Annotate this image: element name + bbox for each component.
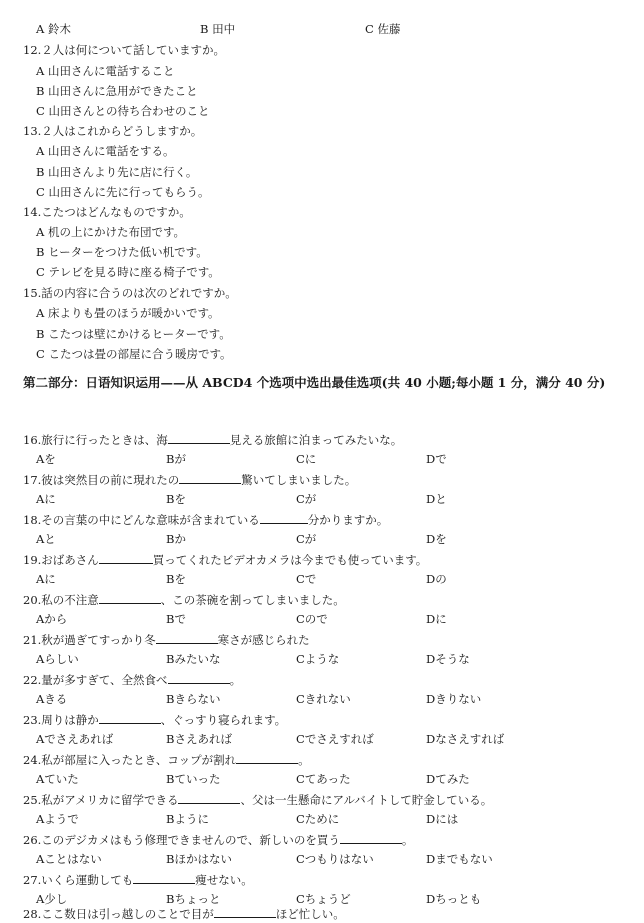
q21-answer-blank xyxy=(156,632,218,644)
q25-option-b: Bように xyxy=(166,812,209,826)
q25-option-c: Cために xyxy=(296,812,340,826)
q17-option-d: Dと xyxy=(426,492,447,506)
q21-option-c: Cような xyxy=(296,652,340,666)
q17-answer-blank xyxy=(179,472,241,484)
q18-option-a: Aと xyxy=(36,532,56,546)
q22-answer-blank xyxy=(168,672,230,684)
section-2-heading: 第二部分：日语知识运用——从 ABCD4 个选项中选出最佳选项(共 40 小题;每小题 1 分，满分 40 分) xyxy=(23,375,606,390)
q24-stem-before: 24.私が部屋に入ったとき、コップが割れ xyxy=(23,753,237,767)
q20-stem xyxy=(23,592,345,607)
q18-option-d: Dを xyxy=(426,532,447,546)
q17-stem-before: 17.彼は突然目の前に現れたの xyxy=(23,473,180,487)
q14-stem: 14.こたつはどんなものですか。 xyxy=(23,205,191,219)
q15-option-b: B こたつは壁にかけるヒーターです。 xyxy=(36,327,231,341)
q11-option-a: A 鈴木 xyxy=(36,22,71,36)
q19-stem xyxy=(23,552,427,567)
q26-option-d: Dまでもない xyxy=(426,852,493,866)
q23-option-c: Cでさえすれば xyxy=(296,732,374,746)
q13-stem: 13.２人はこれからどうしますか。 xyxy=(23,124,203,138)
q12-option-a: A 山田さんに電話すること xyxy=(36,64,175,78)
q24-option-a: Aていた xyxy=(36,772,79,786)
q27-answer-blank xyxy=(133,872,195,884)
q20-option-b: Bで xyxy=(166,612,186,626)
q21-option-a: Aらしい xyxy=(36,652,79,666)
q27-stem-after: 痩せない。 xyxy=(195,873,253,887)
q16-option-a: Aを xyxy=(36,452,56,466)
q21-stem xyxy=(23,632,310,647)
q22-stem-before: 22.量が多すぎて、全然食べ xyxy=(23,673,168,687)
q25-option-d: Dには xyxy=(426,812,459,826)
q21-stem-after: 寒さが感じられた xyxy=(217,633,310,647)
q28-answer-blank xyxy=(214,906,276,918)
q18-answer-blank xyxy=(260,512,308,524)
q17-stem xyxy=(23,472,356,487)
q23-stem xyxy=(23,712,286,727)
q25-option-a: Aようで xyxy=(36,812,79,826)
q25-stem-before: 25.私がアメリカに留学できる xyxy=(23,793,179,807)
q20-option-a: Aから xyxy=(36,612,68,626)
q25-answer-blank xyxy=(178,792,240,804)
q26-option-b: Bほかはない xyxy=(166,852,232,866)
q24-option-b: Bていった xyxy=(166,772,221,786)
q18-stem xyxy=(23,512,388,527)
q22-stem xyxy=(23,672,241,687)
q28-stem-after: ほど忙しい。 xyxy=(275,907,345,921)
q22-option-d: Dきりない xyxy=(426,692,482,706)
q16-stem-before: 16.旅行に行ったときは、海 xyxy=(23,433,168,447)
q26-option-a: Aことはない xyxy=(36,852,102,866)
q23-option-b: Bさえあれば xyxy=(166,732,232,746)
q26-option-c: Cつもりはない xyxy=(296,852,374,866)
q12-option-b: B 山田さんに急用ができたこと xyxy=(36,84,198,98)
q14-option-b: B ヒーターをつけた低い机です。 xyxy=(36,245,208,259)
q26-stem-after: 。 xyxy=(401,833,414,847)
q17-option-a: Aに xyxy=(36,492,56,506)
q23-option-d: Dなさえすれば xyxy=(426,732,505,746)
q27-stem xyxy=(23,872,253,887)
q28-stem xyxy=(23,906,345,921)
q27-option-a: A少し xyxy=(36,892,68,906)
q17-stem-after: 驚いてしまいました。 xyxy=(241,473,357,487)
q16-stem xyxy=(23,432,402,447)
q20-stem-after: 、この茶碗を割ってしまいました。 xyxy=(160,593,345,607)
q16-option-c: Cに xyxy=(296,452,317,466)
q22-option-a: Aきる xyxy=(36,692,68,706)
q20-option-c: Cので xyxy=(296,612,328,626)
q21-option-d: Dそうな xyxy=(426,652,470,666)
q11-option-b: B 田中 xyxy=(200,22,236,36)
q22-option-c: Cきれない xyxy=(296,692,351,706)
q19-option-d: Dの xyxy=(426,572,447,586)
q27-option-b: Bちょっと xyxy=(166,892,221,906)
q26-answer-blank xyxy=(340,832,402,844)
q16-stem-after: 見える旅館に泊まってみたいな。 xyxy=(229,433,403,447)
q20-stem-before: 20.私の不注意 xyxy=(23,593,99,607)
q19-stem-after: 買ってくれたビデオカメラは今までも使っています。 xyxy=(152,553,428,567)
q25-stem xyxy=(23,792,492,807)
q13-option-b: B 山田さんより先に店に行く。 xyxy=(36,165,198,179)
q18-stem-after: 分かりますか。 xyxy=(307,513,389,527)
q18-option-b: Bか xyxy=(166,532,186,546)
q17-option-c: Cが xyxy=(296,492,317,506)
q24-option-d: Dてみた xyxy=(426,772,470,786)
q11-option-c: C 佐藤 xyxy=(365,22,401,36)
q19-option-c: Cで xyxy=(296,572,317,586)
q19-option-a: Aに xyxy=(36,572,56,586)
q19-option-b: Bを xyxy=(166,572,186,586)
q20-option-d: Dに xyxy=(426,612,447,626)
q13-option-a: A 山田さんに電話をする。 xyxy=(36,144,175,158)
q23-stem-after: 、ぐっすり寝られます。 xyxy=(160,713,287,727)
q18-option-c: Cが xyxy=(296,532,317,546)
q15-option-a: A 床よりも畳のほうが暖かいです。 xyxy=(36,306,220,320)
q16-option-d: Dで xyxy=(426,452,447,466)
q19-stem-before: 19.おばあさん xyxy=(23,553,99,567)
q17-option-b: Bを xyxy=(166,492,186,506)
q15-stem: 15.話の内容に合うのは次のどれですか。 xyxy=(23,286,237,300)
q12-stem: 12.２人は何について話していますか。 xyxy=(23,43,226,57)
q24-stem xyxy=(23,752,310,767)
q21-option-b: Bみたいな xyxy=(166,652,221,666)
q16-answer-blank xyxy=(168,432,230,444)
q18-stem-before: 18.その言葉の中にどんな意味が含まれている xyxy=(23,513,260,527)
q28-stem-before: 28.ここ数日は引っ越しのことで目が xyxy=(23,907,214,921)
q27-stem-before: 27.いくら運動しても xyxy=(23,873,134,887)
q27-option-d: Dちっとも xyxy=(426,892,482,906)
q16-option-b: Bが xyxy=(166,452,186,466)
q25-stem-after: 、父は一生懸命にアルバイトして貯金している。 xyxy=(240,793,493,807)
q13-option-c: C 山田さんに先に行ってもらう。 xyxy=(36,185,210,199)
q24-answer-blank xyxy=(236,752,298,764)
q14-option-c: C テレビを見る時に座る椅子です。 xyxy=(36,265,220,279)
q23-answer-blank xyxy=(99,712,161,724)
q23-option-a: Aでさえあれば xyxy=(36,732,114,746)
q15-option-c: C こたつは畳の部屋に合う暖房です。 xyxy=(36,347,232,361)
q19-answer-blank xyxy=(99,552,153,564)
q12-option-c: C 山田さんとの待ち合わせのこと xyxy=(36,104,210,118)
q24-option-c: Cてあった xyxy=(296,772,351,786)
q21-stem-before: 21.秋が過ぎてすっかり冬 xyxy=(23,633,156,647)
q20-answer-blank xyxy=(99,592,161,604)
q24-stem-after: 。 xyxy=(298,753,310,767)
q14-option-a: A 机の上にかけた布団です。 xyxy=(36,225,186,239)
q26-stem-before: 26.このデジカメはもう修理できませんので、新しいのを買う xyxy=(23,833,340,847)
q23-stem-before: 23.周りは静か xyxy=(23,713,99,727)
q22-stem-after: 。 xyxy=(229,673,242,687)
q22-option-b: Bきらない xyxy=(166,692,221,706)
q27-option-c: Cちょうど xyxy=(296,892,351,906)
q26-stem xyxy=(23,832,413,847)
